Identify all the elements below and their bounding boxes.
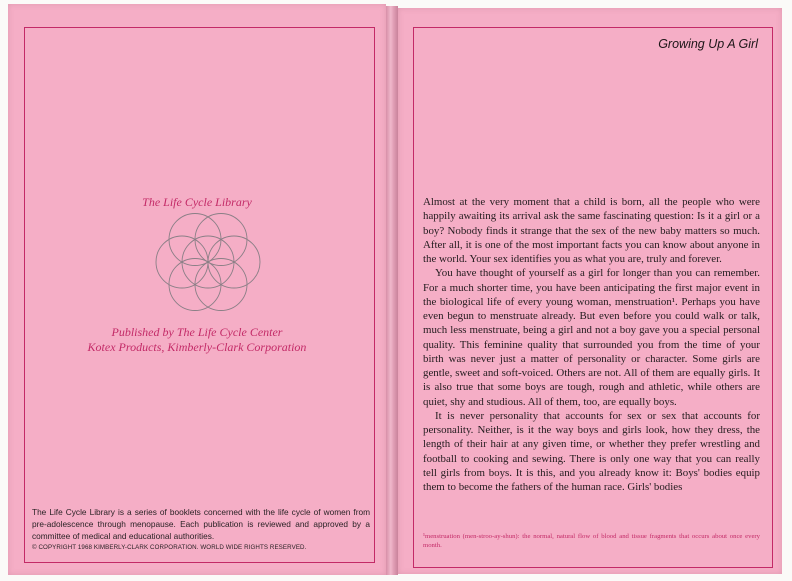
right-page xyxy=(398,8,782,574)
publisher-company-line: Kotex Products, Kimberly-Clark Corporation xyxy=(87,340,307,354)
flower-of-life-icon xyxy=(144,209,272,315)
series-description: The Life Cycle Library is a series of booklets concerned with the life cycle of women from pre-adolescence through menopause. Each publication is reviewed and approved by a committee of medical and educational authorities. xyxy=(32,507,370,541)
book-spine xyxy=(386,6,398,575)
library-title: The Life Cycle Library xyxy=(142,195,252,209)
body-text xyxy=(423,195,760,494)
paragraph: You have thought of yourself as a girl for longer than you can remember. For a much shorter time, you have been anticipating the first major event in the biological life of every young woman, menstruation¹. Perhaps you have even begun to menstruate already. But even before you could walk or talk, much less menstruate, being a girl and not a boy gave you a special personal quality. This feminine quality that surrounded you from the time of your birth was never just a matter of personality or character. Some girls are gentle, sweet and soft-voiced. Others are not. All of them are equally girls. It is also true that some boys are tough, rough and athletic, while others are quiet, shy and studious. All of them, too, are equally boys. xyxy=(423,267,760,408)
copyright-notice: © COPYRIGHT 1968 KIMBERLY-CLARK CORPORATION. WORLD WIDE RIGHTS RESERVED. xyxy=(32,544,307,551)
footnote: ¹menstruation (men-stroo-ay-shun): the normal, natural flow of blood and tissue fragments that occurs about once every month. xyxy=(423,533,760,549)
paragraph: It is never personality that accounts for sex or sex that accounts for personality. Neither, is it the way boys and girls look, how they dress, the length of their hair at any given time, or whether they prefer wrestling and football to cooking and sewing. There is only one way that you can really tell girls from boys. It is this, and you already know it: Boys' bodies equip them to become the fathers of the human race. Girls' bodies xyxy=(423,409,760,493)
publisher-line: Published by The Life Cycle Center xyxy=(111,325,283,339)
paragraph: Almost at the very moment that a child is born, all the people who were happily awaiting its arrival ask the same fascinating question: Is it a girl or a boy? Nobody finds it strange that the sex of the new baby matters so much. After all, it is one of the most important facts you can know about anyone in the world. Your sex identifies you as what you are, truly and forever. xyxy=(423,196,760,265)
left-page xyxy=(8,4,386,575)
running-head: Growing Up A Girl xyxy=(658,37,758,51)
